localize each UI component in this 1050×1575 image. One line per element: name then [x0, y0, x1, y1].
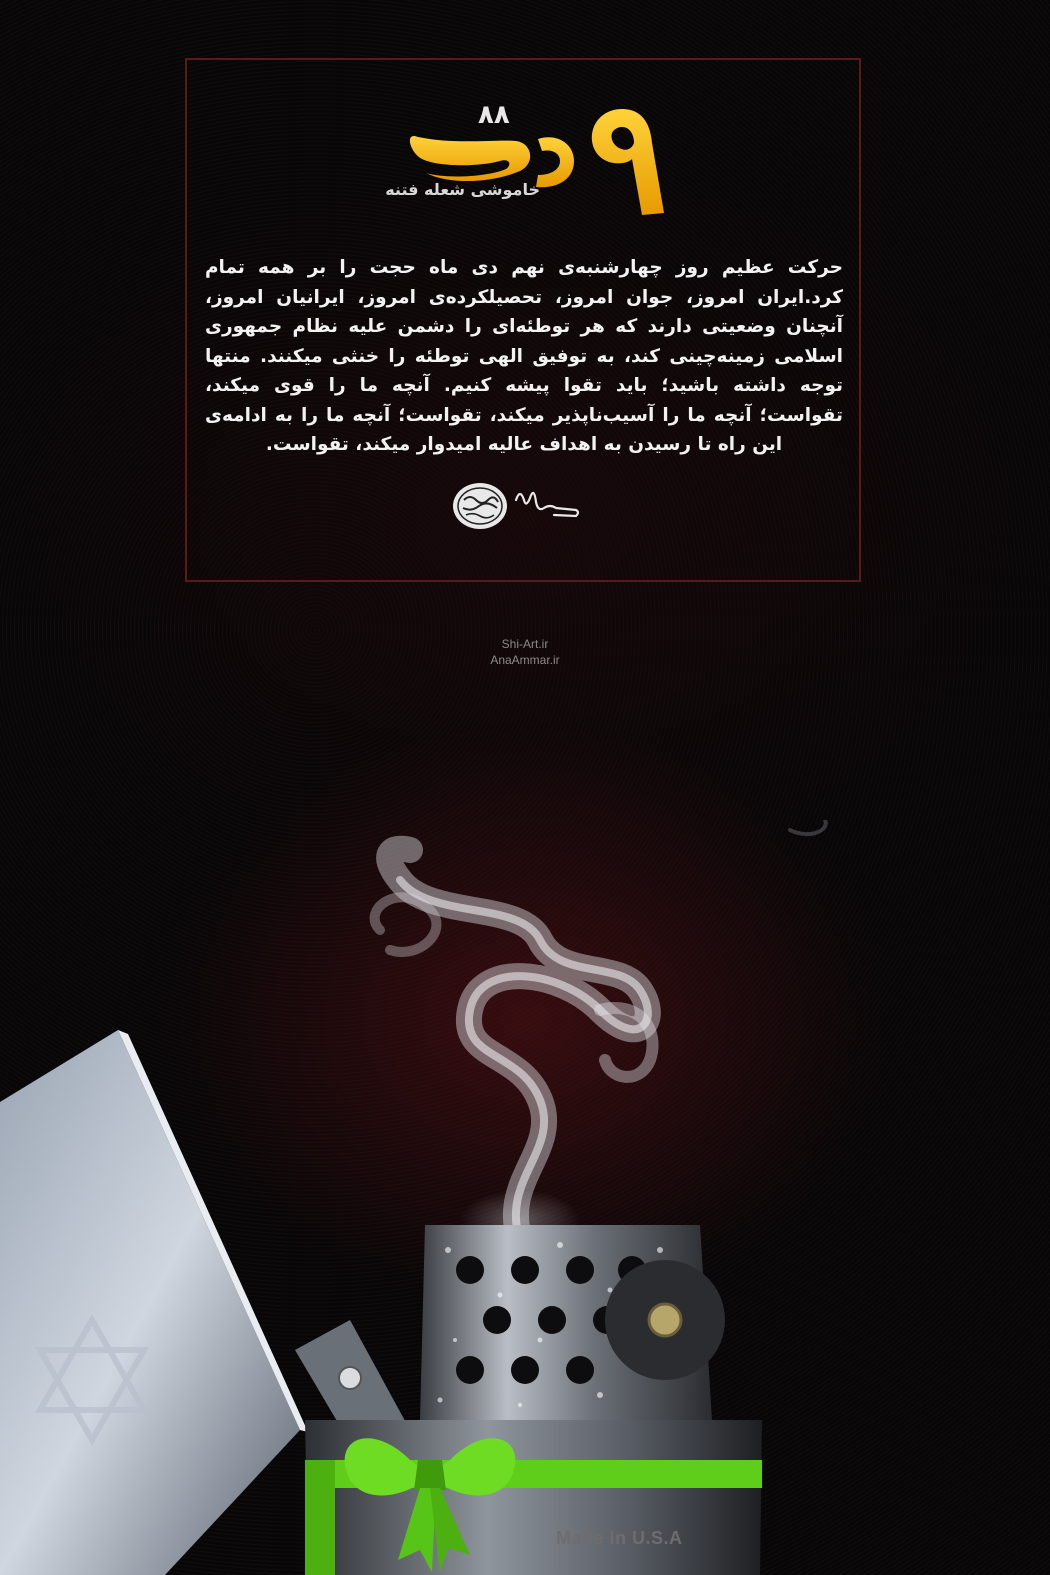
- credit-anaammar: AnaAmmar.ir: [490, 653, 560, 667]
- logo-nine-glyph: [592, 109, 664, 215]
- lighter-lid: [0, 1030, 308, 1575]
- logo-year: ۸۸: [478, 100, 510, 130]
- handwritten-signature: [516, 493, 578, 516]
- logo-yeh-glyph: [410, 136, 530, 181]
- credits: [460, 636, 590, 668]
- lighter-illustration: [0, 820, 1050, 1575]
- quote-text: حرکت عظیم روز چهارشنبه‌ی نهم دی ماه حجت را بر همه تمام کرد.ایران امروز، جوان امروز، تحصیلکرده‌ی امروز، ایرانیان امروز، آنچنان وضعیتی دارند که هر توطئه‌ای را دشمن علیه نظام جمهوری اسلامی زمینه‌چینی کند، به توفیق الهی توطئه را خنثی میکنند. منتها توجه داشته باشید؛ باید تقوا پیشه کنیم. آنچه ما را قوی میکند، تقواست؛ آنچه ما را آسیب‌ناپذیر میکند، تقواست؛ آنچه ما را به ادامه‌ی این راه تا رسیدن به اهداف عالیه امیدوار میکند، تقواست.: [205, 257, 843, 455]
- nine-dey-logo: [360, 95, 680, 225]
- logo-dal-glyph: [536, 137, 574, 187]
- credit-shi-art: Shi-Art.ir: [501, 637, 549, 651]
- signature-seal: [450, 478, 590, 534]
- made-in-usa-stamp: Made In U.S.A: [556, 1528, 683, 1548]
- logo-subtitle: خاموشی شعله فتنه: [385, 180, 540, 199]
- smoke: [375, 820, 826, 1250]
